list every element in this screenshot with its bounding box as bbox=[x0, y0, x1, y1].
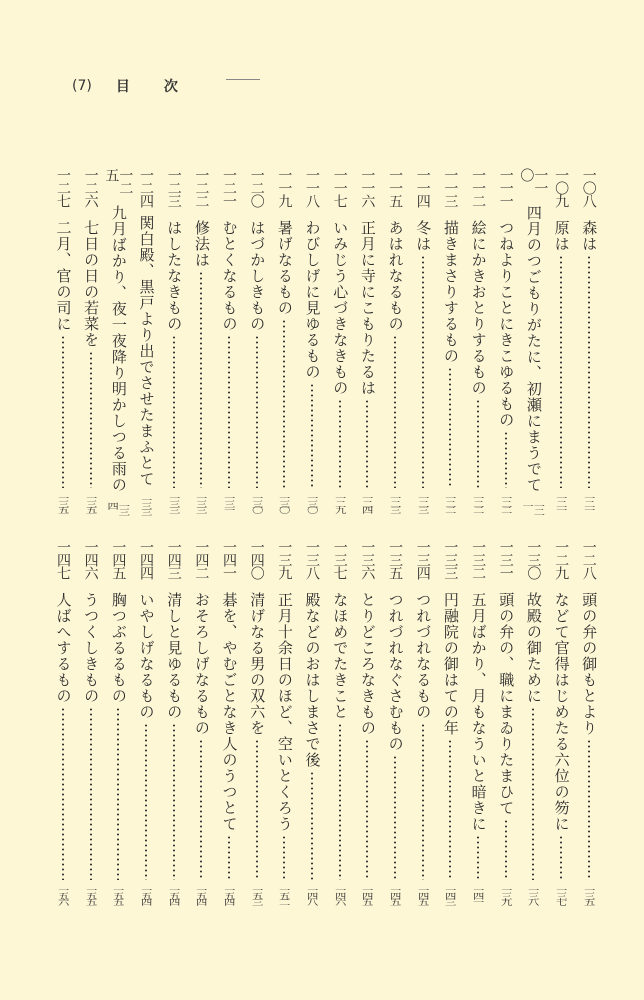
section-title: むとくなるもの bbox=[220, 220, 239, 332]
toc-entry[interactable] bbox=[80, 540, 102, 910]
dot-leader bbox=[311, 383, 313, 488]
toc-entry[interactable] bbox=[273, 168, 295, 518]
dot-leader bbox=[588, 739, 590, 880]
toc-entry[interactable] bbox=[329, 168, 351, 518]
page-reference: 一二四 bbox=[361, 494, 375, 512]
page-reference: 一二一 bbox=[522, 502, 547, 515]
section-number: 一一五 bbox=[387, 168, 404, 207]
section-number: 一三二 bbox=[470, 540, 487, 579]
section-number: 一四一 bbox=[221, 540, 238, 579]
page-reference: 一三〇 bbox=[278, 494, 292, 512]
section-title: つねよりことにきこゆるもの bbox=[497, 220, 516, 428]
dot-leader bbox=[477, 835, 479, 880]
section-number: 一〇九 bbox=[553, 168, 570, 207]
section-title: 絵にかきおとりするもの bbox=[469, 220, 488, 396]
toc-entry[interactable] bbox=[578, 540, 600, 910]
section-number: 一二三 bbox=[165, 168, 182, 207]
section-title: 人ばへするもの bbox=[54, 592, 73, 704]
page-title: 目 次 bbox=[115, 79, 188, 95]
section-number: 一三〇 bbox=[525, 540, 542, 579]
section-number: 一四二 bbox=[193, 540, 210, 579]
toc-entry[interactable] bbox=[495, 540, 517, 910]
dot-leader bbox=[339, 723, 341, 880]
section-number: 一一七 bbox=[331, 168, 348, 207]
section-number: 一三一 bbox=[497, 540, 514, 579]
section-number: 一四三 bbox=[165, 540, 182, 579]
dot-leader bbox=[283, 319, 285, 488]
section-number: 一三七 bbox=[331, 540, 348, 579]
dot-leader bbox=[422, 723, 424, 880]
toc-entry[interactable] bbox=[384, 540, 406, 910]
page-reference: 一二一 bbox=[555, 494, 569, 512]
section-title: 五月ばかり、月もなういと暗きに bbox=[469, 592, 488, 832]
dot-leader bbox=[505, 431, 507, 488]
section-number: 一二九 bbox=[553, 540, 570, 579]
section-number: 一二一 bbox=[221, 168, 238, 207]
section-number: 一一九 bbox=[276, 168, 293, 207]
page-reference: 一三九 bbox=[500, 886, 513, 904]
page-reference: 一三七 bbox=[555, 886, 569, 904]
toc-entry[interactable] bbox=[163, 168, 185, 518]
toc-entry[interactable] bbox=[135, 540, 157, 910]
section-title: 冬は bbox=[414, 220, 433, 252]
section-title: 胸つぶるるもの bbox=[109, 592, 128, 704]
toc-entry[interactable] bbox=[190, 540, 212, 910]
dot-leader bbox=[228, 835, 230, 880]
page-reference: 一五六 bbox=[57, 886, 70, 904]
toc-entry[interactable] bbox=[301, 168, 323, 518]
dot-leader bbox=[283, 835, 285, 880]
dot-leader bbox=[560, 835, 562, 880]
section-number: 一二〇 bbox=[248, 168, 265, 207]
dot-leader bbox=[560, 255, 562, 488]
dot-leader bbox=[422, 255, 424, 488]
dot-leader bbox=[90, 707, 92, 880]
toc-entry[interactable] bbox=[80, 168, 102, 518]
section-title: 九月ばかり、夜一夜降り明かしつる雨の bbox=[109, 205, 128, 494]
dot-leader bbox=[173, 335, 175, 488]
page-reference: 一五四 bbox=[140, 886, 154, 904]
dot-leader bbox=[588, 255, 590, 488]
section-title: 円融院の御はての年 bbox=[441, 592, 460, 736]
page-reference: 一四五 bbox=[417, 886, 430, 904]
page-number-label: (7) bbox=[72, 78, 92, 94]
page-reference: 一二二 bbox=[500, 494, 513, 512]
toc-entry[interactable] bbox=[163, 540, 185, 910]
page-reference: 一三〇 bbox=[251, 494, 264, 512]
page-reference: 一三三 bbox=[195, 494, 209, 512]
section-title: 七日の日の若菜を bbox=[82, 220, 101, 348]
dot-leader bbox=[200, 271, 202, 488]
section-title: いみじう心づきなきもの bbox=[331, 220, 350, 396]
toc-entry[interactable] bbox=[412, 540, 434, 910]
toc-block-top bbox=[52, 168, 600, 518]
page-reference: 一二一 bbox=[583, 494, 596, 512]
dot-leader bbox=[256, 335, 258, 488]
toc-entry[interactable] bbox=[246, 168, 268, 518]
section-number: 一三五 bbox=[387, 540, 404, 579]
toc-block-bottom bbox=[52, 540, 600, 910]
toc-entry[interactable] bbox=[190, 168, 212, 518]
toc-entry[interactable] bbox=[356, 168, 378, 518]
section-number: 一二八 bbox=[580, 540, 597, 579]
page-reference: 一四六 bbox=[334, 886, 347, 904]
toc-entry[interactable] bbox=[550, 540, 572, 910]
toc-entry[interactable] bbox=[218, 168, 240, 518]
page-reference: 一三一 bbox=[223, 494, 237, 512]
section-number: 一三六 bbox=[359, 540, 376, 579]
section-title: 清げなる男の双六を bbox=[248, 592, 267, 736]
toc-entry[interactable] bbox=[412, 168, 434, 518]
section-title: おそろしげなるもの bbox=[192, 592, 211, 736]
section-title: なほめでたきこと bbox=[331, 592, 350, 720]
section-title: などて官得はじめたる六位の笏に bbox=[552, 592, 571, 832]
toc-entry[interactable] bbox=[522, 540, 544, 910]
toc-entry[interactable] bbox=[467, 168, 489, 518]
page-reference: 一二二 bbox=[472, 494, 486, 512]
dot-leader bbox=[173, 723, 175, 880]
page-reference: 一二九 bbox=[334, 494, 347, 512]
section-number: 一一四 bbox=[414, 168, 431, 207]
page-reference: 一四五 bbox=[361, 886, 375, 904]
section-title: はづかしきもの bbox=[248, 220, 267, 332]
section-title: 正月に寺にこもりたるは bbox=[358, 220, 377, 396]
page-reference: 一三五 bbox=[85, 494, 98, 512]
dot-leader bbox=[532, 707, 534, 880]
page-reference: 一五四 bbox=[223, 886, 237, 904]
section-number: 一一〇 bbox=[518, 168, 549, 194]
section-number: 一二七 bbox=[55, 168, 71, 207]
toc-entry[interactable] bbox=[550, 168, 572, 518]
page-reference: 一三四 bbox=[107, 502, 131, 515]
toc-entry[interactable] bbox=[356, 540, 378, 910]
section-title: 正月十余日のほど、空いとくろう bbox=[275, 592, 294, 832]
dot-leader bbox=[62, 335, 64, 488]
header-divider bbox=[226, 79, 260, 80]
dot-leader bbox=[449, 739, 451, 880]
page-header bbox=[72, 76, 188, 96]
section-number: 一一六 bbox=[359, 168, 376, 207]
page-reference: 一三八 bbox=[527, 886, 541, 904]
page-reference: 一四五 bbox=[389, 886, 403, 904]
section-number: 一三八 bbox=[304, 540, 321, 579]
page-reference: 一三三 bbox=[168, 494, 181, 512]
dot-leader bbox=[117, 707, 119, 880]
page-reference: 一五四 bbox=[195, 886, 209, 904]
section-title: 碁を、やむごとなき人のうつとて bbox=[220, 592, 239, 832]
dot-leader bbox=[449, 367, 451, 488]
dot-leader bbox=[90, 351, 92, 488]
section-number: 一〇八 bbox=[580, 168, 597, 207]
section-title: 二月、官の司に bbox=[54, 220, 73, 332]
section-title: 清しと見ゆるもの bbox=[165, 592, 184, 720]
dot-leader bbox=[366, 739, 368, 880]
section-title: 頭の弁の御もとより bbox=[580, 592, 599, 736]
dot-leader bbox=[145, 723, 147, 880]
section-number: 一四四 bbox=[138, 540, 155, 579]
dot-leader bbox=[339, 399, 341, 488]
section-number: 一四〇 bbox=[248, 540, 265, 579]
toc-entry[interactable] bbox=[107, 540, 129, 910]
toc-entry[interactable] bbox=[135, 168, 157, 518]
toc-entry[interactable] bbox=[518, 168, 549, 518]
page-reference: 一五二 bbox=[278, 886, 292, 904]
section-title: 殿などのおはしまさで後 bbox=[303, 592, 322, 768]
toc-entry[interactable] bbox=[246, 540, 268, 910]
section-number: 一三三 bbox=[442, 540, 459, 579]
page-reference: 一四一 bbox=[472, 886, 486, 904]
section-title: つれづれなぐさむもの bbox=[386, 592, 405, 752]
section-title: 修法は bbox=[192, 220, 211, 268]
toc-entry[interactable] bbox=[384, 168, 406, 518]
section-number: 一一二 bbox=[470, 168, 487, 207]
section-number: 一一八 bbox=[304, 168, 321, 207]
section-number: 一四六 bbox=[82, 540, 99, 579]
toc-entry[interactable] bbox=[329, 540, 351, 910]
toc-entry[interactable] bbox=[103, 168, 134, 518]
page-reference: 一三五 bbox=[583, 886, 596, 904]
toc-entry[interactable] bbox=[273, 540, 295, 910]
toc-entry[interactable] bbox=[218, 540, 240, 910]
page-reference: 一二三 bbox=[417, 494, 430, 512]
toc-entry[interactable] bbox=[578, 168, 600, 518]
dot-leader bbox=[200, 739, 202, 880]
dot-leader bbox=[366, 399, 368, 488]
page-reference: 一四三 bbox=[444, 886, 458, 904]
section-number: 一二二 bbox=[193, 168, 210, 207]
dot-leader bbox=[477, 399, 479, 488]
section-title: つれづれなるもの bbox=[414, 592, 433, 720]
section-number: 一三四 bbox=[414, 540, 431, 579]
page-reference: 一四八 bbox=[306, 886, 320, 904]
section-number: 一三九 bbox=[276, 540, 293, 579]
page-reference: 一五三 bbox=[251, 886, 264, 904]
toc-entry[interactable] bbox=[495, 168, 517, 518]
toc-entry[interactable] bbox=[301, 540, 323, 910]
page-reference: 一二三 bbox=[389, 494, 403, 512]
section-title: いやしげなるもの bbox=[137, 592, 156, 720]
toc-entry[interactable] bbox=[467, 540, 489, 910]
section-title: 森は bbox=[580, 220, 599, 252]
section-title: わびしげに見ゆるもの bbox=[303, 220, 322, 380]
section-number: 一二四 bbox=[138, 168, 155, 207]
section-title: とりどころなきもの bbox=[358, 592, 377, 736]
section-title: はしたなきもの bbox=[165, 220, 184, 332]
dot-leader bbox=[505, 819, 507, 880]
page-reference: 一五四 bbox=[168, 886, 181, 904]
section-number: 一四七 bbox=[55, 540, 71, 579]
toc-entry[interactable] bbox=[439, 540, 461, 910]
page-reference: 一三〇 bbox=[306, 494, 320, 512]
section-title: あはれなるもの bbox=[386, 220, 405, 332]
section-title: 故殿の御ために bbox=[524, 592, 543, 704]
section-number: 一一三 bbox=[442, 168, 459, 207]
section-number: 一四五 bbox=[110, 540, 127, 579]
dot-leader bbox=[256, 739, 258, 880]
toc-entry[interactable] bbox=[52, 168, 74, 518]
toc-entry[interactable] bbox=[439, 168, 461, 518]
section-title: 頭の弁の、職にまゐりたまひて bbox=[497, 592, 516, 816]
page-reference: 一五五 bbox=[85, 886, 98, 904]
section-title: 関白殿、黒戸より出でさせたまふとて bbox=[137, 215, 156, 488]
section-number: 一二六 bbox=[82, 168, 99, 207]
section-title: うつくしきもの bbox=[82, 592, 101, 704]
dot-leader bbox=[311, 771, 313, 880]
section-title: 原は bbox=[552, 220, 571, 252]
section-number: 一一一 bbox=[497, 168, 514, 207]
dot-leader bbox=[394, 335, 396, 488]
toc-entry[interactable] bbox=[52, 540, 74, 910]
dot-leader bbox=[62, 707, 64, 880]
dot-leader bbox=[394, 755, 396, 880]
section-title: 暑げなるもの bbox=[275, 220, 294, 316]
page-reference: 一五五 bbox=[112, 886, 126, 904]
page-reference: 一三三 bbox=[140, 496, 154, 515]
dot-leader bbox=[228, 335, 230, 488]
section-number: 一二五 bbox=[103, 168, 134, 194]
page-reference: 一三五 bbox=[57, 494, 70, 512]
page-reference: 一二二 bbox=[444, 494, 458, 512]
section-title: 描きまさりするもの bbox=[441, 220, 460, 364]
section-title: 四月のつごもりがたに、初瀬にまうでて bbox=[524, 205, 543, 494]
